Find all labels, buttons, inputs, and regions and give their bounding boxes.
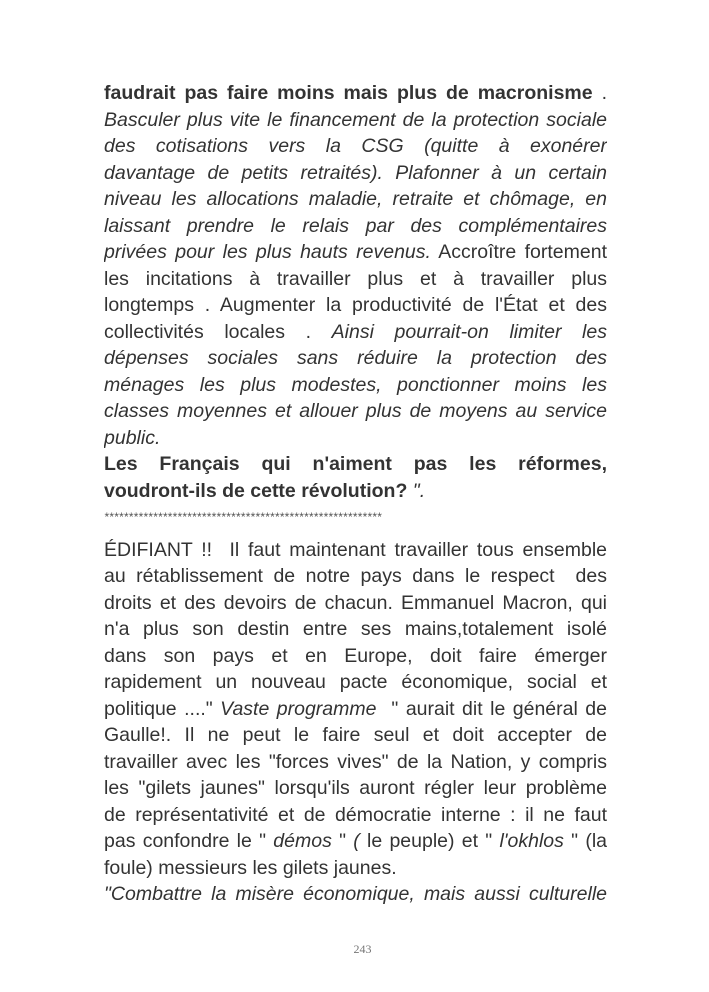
separator-stars: [104, 504, 607, 531]
text-line: [104, 828, 607, 855]
text-line: [104, 563, 607, 590]
text-line: [104, 722, 607, 749]
italic-text: des cotisations vers la CSG (quitte à exonérer: [104, 135, 607, 157]
text-line: [104, 669, 607, 696]
bold-text: voudront-ils de cette révolution?: [104, 479, 413, 502]
bold-text: Les Français qui n'aiment pas les réformes,: [104, 453, 607, 475]
italic-text: "Combattre la misère économique, mais aussi culturelle: [104, 883, 607, 905]
text-line: [104, 616, 607, 643]
text-line: [104, 802, 607, 829]
text-line: [104, 80, 607, 107]
text-line: [104, 451, 607, 478]
text-line: [104, 749, 607, 776]
italic-text: dépenses sociales sans réduire la protection des: [104, 347, 607, 369]
page-number: 243: [353, 942, 372, 956]
text-line: [104, 398, 607, 425]
italic-text: davantage de petits retraités). Plafonner à un certain: [104, 161, 607, 184]
italic-text: laissant prendre le relais par des complémentaires: [104, 214, 607, 237]
text-run: les "gilets jaunes" lorsqu'ils auront régler leur problème: [104, 777, 607, 799]
text-line: [104, 345, 607, 372]
text-run: .: [592, 82, 607, 104]
text-line: [104, 643, 607, 670]
text-run: travailler avec les "forces vives" de la Nation, y compris: [104, 750, 607, 773]
text-line: [104, 478, 607, 505]
text-line: [104, 855, 607, 882]
text-run: Accroître fortement: [430, 241, 607, 263]
text-run: " aurait dit le général de: [376, 697, 607, 720]
text-run: les incitations à travailler plus et à travailler plus: [104, 267, 607, 290]
bold-text: faudrait pas faire moins mais plus de macronisme: [104, 82, 593, 104]
text-run: Gaulle!. Il ne peut le faire seul et doit accepter de: [104, 724, 607, 746]
text-run: le peuple) et ": [359, 830, 500, 852]
italic-text: démos: [273, 830, 332, 852]
text-line: [104, 775, 607, 802]
text-line: [104, 239, 607, 266]
text-run: foule) messieurs les gilets jaunes.: [104, 856, 397, 879]
text-run: collectivités locales .: [104, 320, 332, 343]
italic-text: (: [353, 830, 360, 852]
text-run: *********************************************************: [104, 510, 382, 524]
italic-text: ".: [412, 479, 426, 502]
text-run: pas confondre le ": [104, 830, 274, 852]
text-line: [104, 266, 607, 293]
text-line: [104, 186, 607, 213]
text-line: [104, 696, 607, 723]
italic-text: niveau les allocations maladie, retraite et chômage, en: [104, 188, 607, 210]
text-run: dans son pays et en Europe, doit faire émerger: [104, 644, 607, 667]
text-run: ÉDIFIANT !! Il faut maintenant travailler tous ensemble: [104, 538, 607, 561]
text-run: de représentativité et de démocratie interne : il ne faut: [104, 803, 607, 826]
text-line: [104, 537, 607, 564]
text-line: [104, 590, 607, 617]
text-run: droits et des devoirs de chacun. Emmanuel Macron, qui: [104, 591, 607, 614]
italic-text: Basculer plus vite le financement de la protection sociale: [104, 108, 607, 131]
text-line: [104, 319, 607, 346]
text-run: politique ....": [104, 697, 221, 720]
text-line: [104, 133, 607, 160]
text-line: [104, 213, 607, 240]
text-line: [104, 881, 607, 908]
italic-text: public.: [104, 426, 161, 449]
text-run: ": [331, 830, 354, 852]
text-line: [104, 372, 607, 399]
text-run: rapidement un nouveau pacte économique, social et: [104, 671, 607, 693]
italic-text: l'okhlos: [499, 830, 564, 852]
italic-text: privées pour les plus hauts revenus.: [104, 241, 431, 263]
text-line: [104, 425, 607, 452]
italic-text: classes moyennes et allouer plus de moyens au service: [104, 400, 607, 422]
italic-text: Ainsi pourrait-on limiter les: [331, 320, 607, 343]
text-line: [104, 292, 607, 319]
italic-text: ménages les plus modestes, ponctionner moins les: [104, 373, 607, 396]
text-run: " (la: [563, 830, 607, 852]
text-line: [104, 160, 607, 187]
italic-text: Vaste programme: [220, 697, 377, 720]
text-run: longtemps . Augmenter la productivité de l'État et des: [104, 294, 607, 316]
document-body: [104, 80, 607, 908]
text-run: n'a plus son destin entre ses mains,totalement isolé: [104, 618, 607, 640]
text-line: [104, 107, 607, 134]
text-run: au rétablissement de notre pays dans le respect des: [104, 565, 607, 587]
